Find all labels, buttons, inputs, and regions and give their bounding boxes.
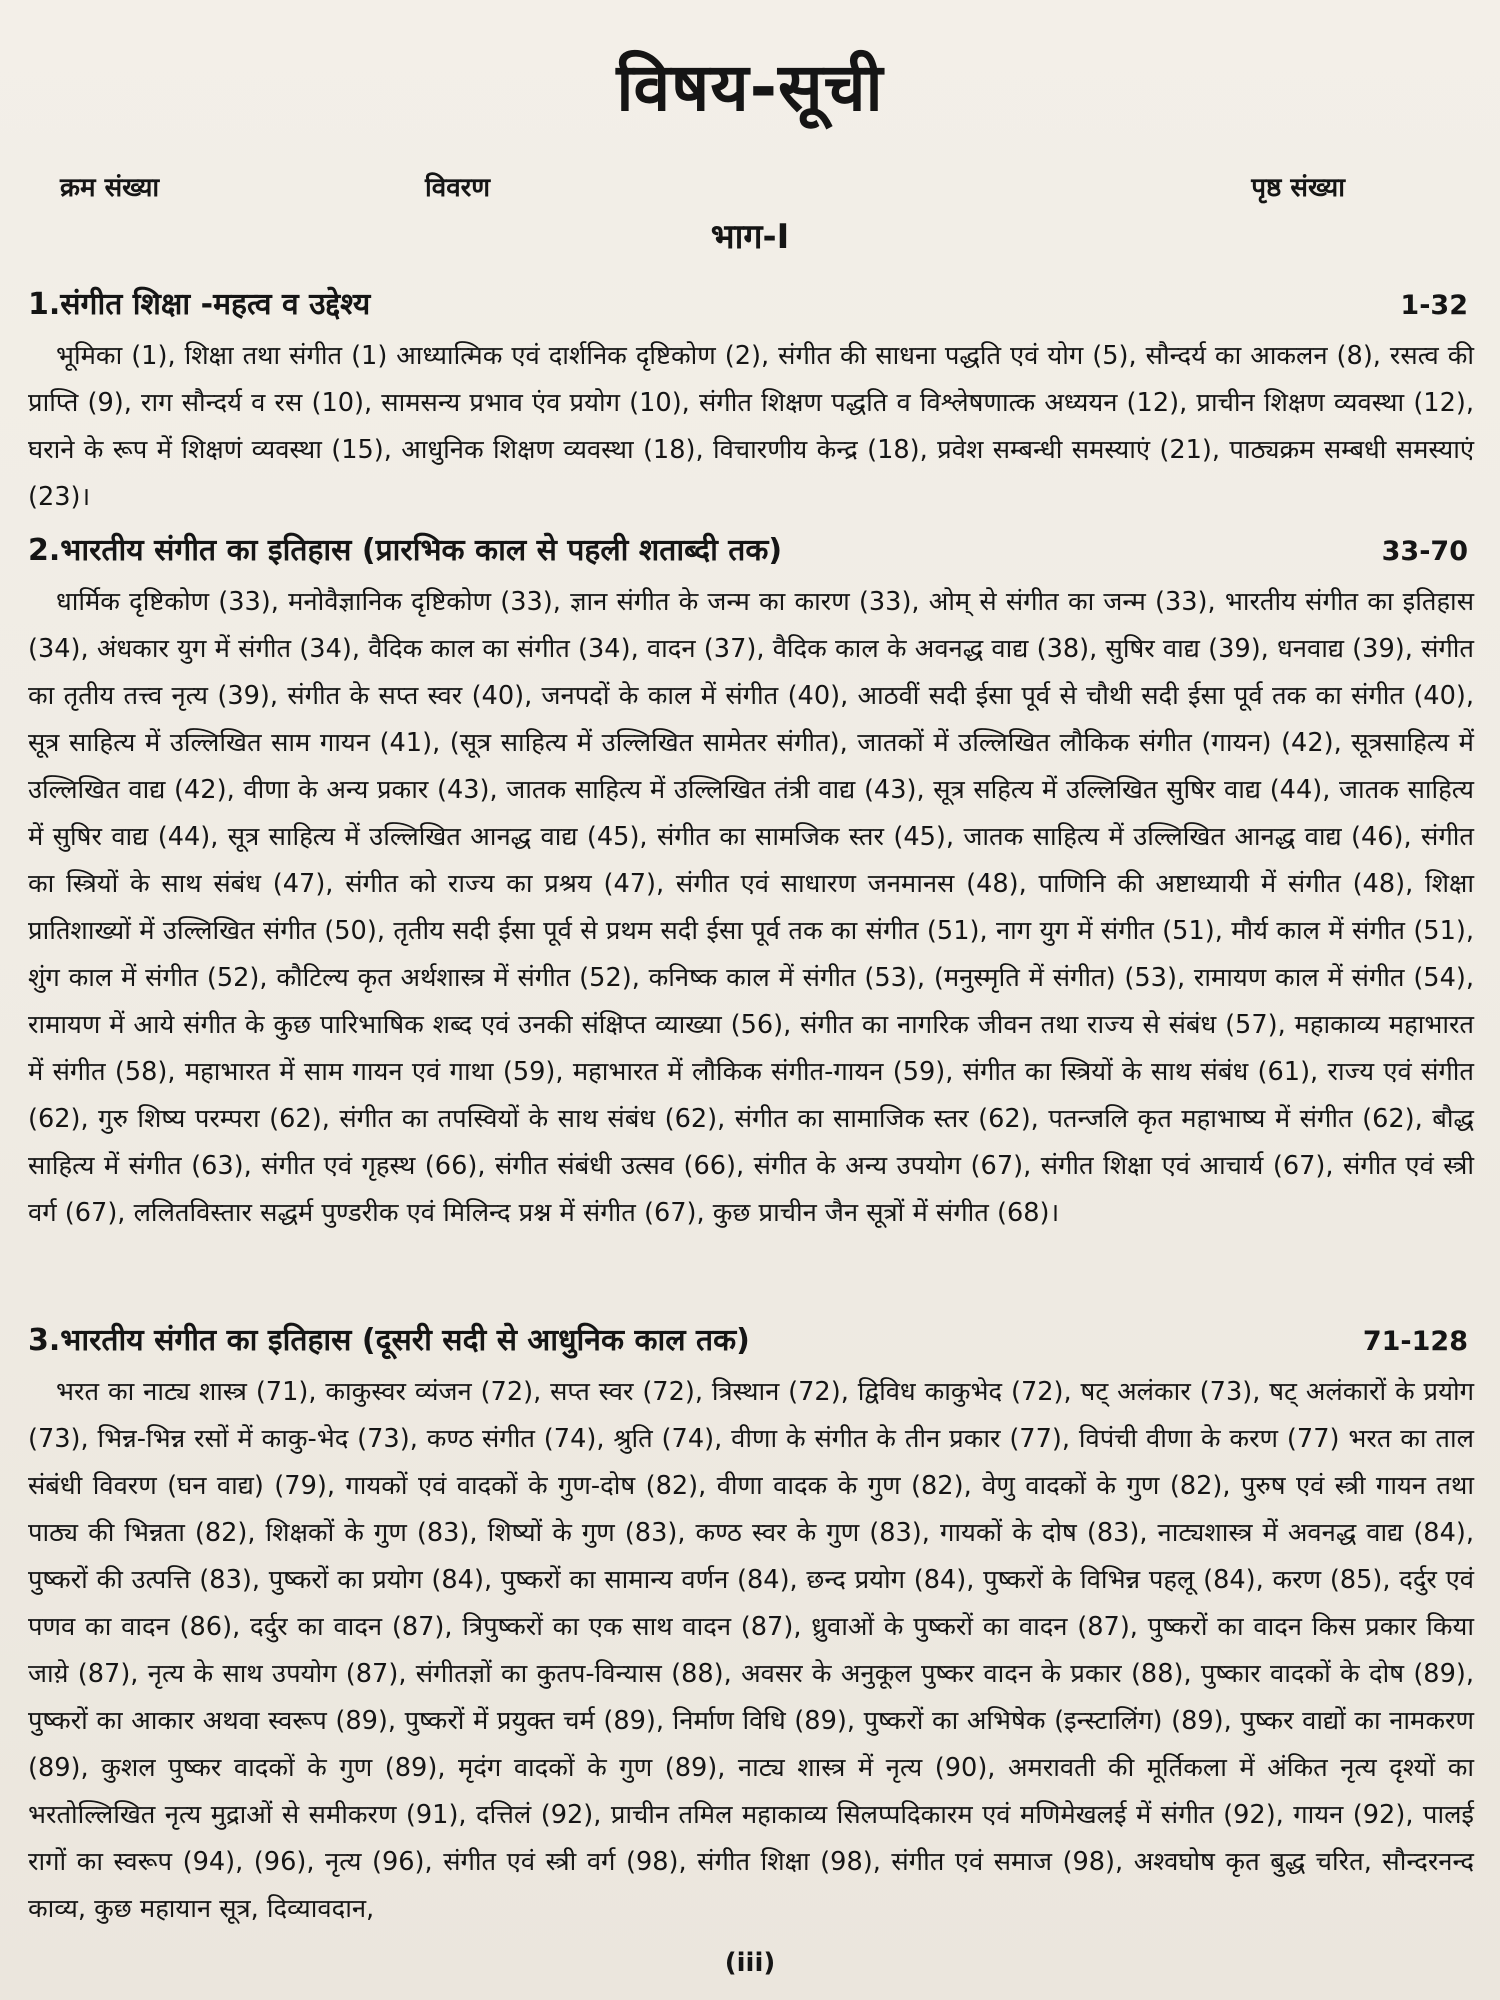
section-contents: धार्मिक दृष्टिकोण (33), मनोवैज्ञानिक दृष्टिकोण (33), ज्ञान संगीत के जन्म का कारण (33), ओम् से संगीत का जन्म (33), भारतीय संगीत का इतिहास (34), अंधकार युग में संगीत (34), वैदिक काल का संगीत (34), वादन (37), वैदिक काल के अवनद्ध वाद्य (38), सुषिर वाद्य (39), धनवाद्य (39), संगीत का तृतीय तत्त्व नृत्य (39), संगीत के सप्त स्वर (40), जनपदों के काल में संगीत (40), आठवीं सदी ईसा पूर्व से चौथी सदी ईसा पूर्व तक का संगीत (40), सूत्र साहित्य में उल्लिखित साम गायन (41), (सूत्र साहित्य में उल्लिखित सामेतर संगीत), जातकों में उल्लिखित लौकिक संगीत (गायन) (42), सूत्रसाहित्य में उल्लिखित वाद्य (42), वीणा के अन्य प्रकार (43), जातक साहित्य में उल्लिखित तंत्री वाद्य (43), सूत्र सहित्य में उल्लिखित सुषिर वाद्य (44), जातक साहित्य में सुषिर वाद्य (44), सूत्र साहित्य में उल्लिखित आनद्ध वाद्य (45), संगीत का सामजिक स्तर (45), जातक साहित्य में उल्लिखित आनद्ध वाद्य (46), संगीत का स्त्रियों के साथ संबंध (47), संगीत को राज्य का प्रश्रय (47), संगीत एवं साधारण जनमानस (48), पाणिनि की अष्टाध्यायी में संगीत (48), शिक्षा प्रातिशाख्यों में उल्लिखित संगीत (50), तृतीय सदी ईसा पूर्व से प्रथम सदी ईसा पूर्व तक का संगीत (51), नाग युग में संगीत (51), मौर्य काल में संगीत (51), शुंग काल में संगीत (52), कौटिल्य कृत अर्थशास्त्र में संगीत (52), कनिष्क काल में संगीत (53), (मनुस्मृति में संगीत) (53), रामायण काल में संगीत (54), रामायण में आये संगीत के कुछ पारिभाषिक शब्द एवं उनकी संक्षिप्त व्याख्या (56), संगीत का नागरिक जीवन तथा राज्य से संबंध (57), महाकाव्य महाभारत में संगीत (58), महाभारत में साम गायन एवं गाथा (59), महाभारत में लौकिक संगीत-गायन (59), संगीत का स्त्रियों के साथ संबंध (61), राज्य एवं संगीत (62), गुरु शिष्य परम्परा (62), संगीत का तपस्वियों के साथ संबंध (62), संगीत का सामाजिक स्तर (62), पतन्जलि कृत महाभाष्य में संगीत (62), बौद्ध साहित्य में संगीत (63), संगीत एवं गृहस्थ (66), संगीत संबंधी उत्सव (66), संगीत के अन्य उपयोग (67), संगीत शिक्षा एवं आचार्य (67), संगीत एवं स्त्री वर्ग (67), ललितविस्तार सद्धर्म पुण्डरीक एवं मिलिन्द प्रश्न में संगीत (67), कुछ प्राचीन जैन सूत्रों में संगीत (68)। — [28, 587, 1474, 1228]
section-contents: भरत का नाट्य शास्त्र (71), काकुस्वर व्यंजन (72), सप्त स्वर (72), त्रिस्थान (72), द्विविध काकुभेद (72), षट् अलंकार (73), षट् अलंकारों के प्रयोग (73), भिन्न-भिन्न रसों में काकु-भेद (73), कण्ठ संगीत (74), श्रुति (74), वीणा के संगीत के तीन प्रकार (77), विपंची वीणा के करण (77) भरत का ताल संबंधी विवरण (घन वाद्य) (79), गायकों एवं वादकों के गुण-दोष (82), वीणा वादक के गुण (82), वेणु वादकों के गुण (82), पुरुष एवं स्त्री गायन तथा पाठ्य की भिन्नता (82), शिक्षकों के गुण (83), शिष्यों के गुण (83), कण्ठ स्वर के गुण (83), गायकों के दोष (83), नाट्यशास्त्र में अवनद्ध वाद्य (84), पुष्करों की उत्पत्ति (83), पुष्करों का प्रयोग (84), पुष्करों का सामान्य वर्णन (84), छन्द प्रयोग (84), पुष्करों के विभिन्न पहलू (84), करण (85), दर्दुर एवं पणव का वादन (86), दर्दुर का वादन (87), त्रिपुष्करों का एक साथ वादन (87), ध्रुवाओं के पुष्करों का वादन (87), पुष्करों का वादन किस प्रकार किया जाय़े (87), नृत्य के साथ उपयोग (87), संगीतज्ञों का कुतप-विन्यास (88), अवसर के अनुकूल पुष्कर वादन के प्रकार (88), पुष्कार वादकों के दोष (89), पुष्करों का आकार अथवा स्वरूप (89), पुष्करों में प्रयुक्त चर्म (89), निर्माण विधि (89), पुष्करों का अभिषेक (इन्स्टालिंग) (89), पुष्कर वाद्यों का नामकरण (89), कुशल पुष्कर वादकों के गुण (89), मृदंग वादकों के गुण (89), नाट्य शास्त्र में नृत्य (90), अमरावती की मूर्तिकला में अंकित नृत्य दृश्यों का भरतोल्लिखित नृत्य मुद्राओं से समीकरण (91), दत्तिलं (92), प्राचीन तमिल महाकाव्य सिलप्पदिकारम एवं मणिमेखलई में संगीत (92), गायन (92), पालई रागों का स्वरूप (94), (96), नृत्य (96), संगीत एवं स्त्री वर्ग (98), संगीत शिक्षा (98), संगीत एवं समाज (98), अश्वघोष कृत बुद्ध चरित, सौन्दरनन्द काव्य, कुछ महायान सूत्र, दिव्यावदान, — [28, 1377, 1474, 1924]
section-page-range: 1-32 — [1400, 290, 1468, 321]
section-title: 2.भारतीय संगीत का इतिहास (प्रारभिक काल से पहली शताब्दी तक) — [28, 533, 783, 568]
section-heading-row — [28, 1318, 1474, 1359]
column-header-page-number: पृष्ठ संख्या — [1251, 173, 1345, 203]
toc-section-2 — [28, 528, 1474, 1237]
toc-section-3 — [28, 1318, 1474, 1933]
column-header-serial: क्रम संख्या — [60, 173, 160, 203]
page-title: विषय-सूची — [616, 49, 884, 126]
section-page-range: 71-128 — [1362, 1326, 1468, 1357]
section-heading-row — [28, 528, 1474, 569]
section-title: 1.संगीत शिक्षा -महत्व व उद्देश्य — [28, 287, 371, 322]
section-heading-row — [28, 282, 1474, 323]
section-title: 3.भारतीय संगीत का इतिहास (दूसरी सदी से आधुनिक काल तक) — [28, 1323, 750, 1358]
page-number-footer: (iii) — [724, 1948, 776, 1978]
column-header-description: विवरण — [425, 173, 491, 203]
section-page-range: 33-70 — [1381, 536, 1468, 567]
part-heading: भाग-I — [710, 217, 790, 257]
section-contents: भूमिका (1), शिक्षा तथा संगीत (1) आध्यात्मिक एवं दार्शनिक दृष्टिकोण (2), संगीत की साधना पद्धति एवं योग (5), सौन्दर्य का आकलन (8), रसत्व की प्राप्ति (9), राग सौन्दर्य व रस (10), सामसन्य प्रभाव एंव प्रयोग (10), संगीत शिक्षण पद्धति व विश्लेषणात्क अध्ययन (12), प्राचीन शिक्षण व्यवस्था (12), घराने के रूप में शिक्षणं व्यवस्था (15), आधुनिक शिक्षण व्यवस्था (18), विचारणीय केन्द्र (18), प्रवेश सम्बन्धी समस्याएं (21), पाठ्यक्रम सम्बधी समस्याएं (23)। — [28, 341, 1474, 512]
toc-section-1 — [28, 282, 1474, 521]
